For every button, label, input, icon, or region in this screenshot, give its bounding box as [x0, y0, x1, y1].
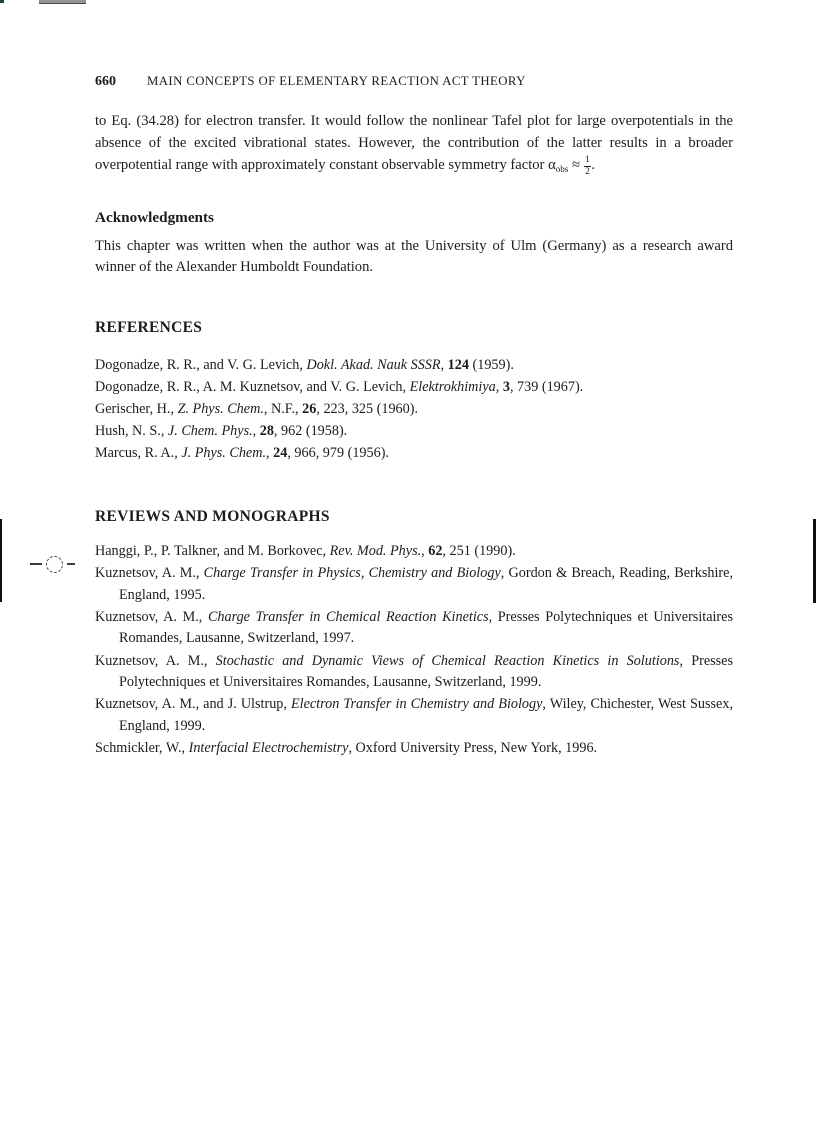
reviews-heading: REVIEWS AND MONOGRAPHS — [95, 508, 330, 526]
running-title: MAIN CONCEPTS OF ELEMENTARY REACTION ACT THEORY — [147, 74, 526, 88]
reference-entry: Gerischer, H., Z. Phys. Chem., N.F., 26, 223, 325 (1960). — [95, 401, 419, 418]
intro-paragraph: to Eq. (34.28) for electron transfer. It would follow the nonlinear Tafel plot for large overpotentials in the absence of the excited vibrational states. However, the contribution of the latter results in a broader overpotential range with approximately constant observable symmetry factor $\alpha_{obs}$ ≈ $\frac{1}{2}$ . — [95, 113, 733, 178]
running-header — [95, 74, 733, 90]
page-content — [95, 0, 733, 760]
reference-entry: Hush, N. S., J. Chem. Phys., 28, 962 (1958). — [95, 423, 348, 440]
reference-entry: Schmickler, W., Interfacial Electrochemistry, Oxford University Press, New York, 1996. — [95, 739, 598, 756]
reference-entry: Hanggi, P., P. Talkner, and M. Borkovec, Rev. Mod. Phys., 62, 251 (1990). — [95, 543, 516, 560]
reference-entry: Dogonadze, R. R., A. M. Kuznetsov, and V. G. Levich, Elektrokhimiya, 3, 739 (1967). — [95, 379, 584, 396]
reference-entry: Kuznetsov, A. M., Charge Transfer in Chemical Reaction Kinetics, Presses Polytechniques et Universitaires Romandes, Lausanne, Switzerland, 1997. — [95, 609, 733, 647]
page-number: 660 — [95, 74, 116, 89]
left-margin-rule — [0, 519, 2, 602]
top-crop-mark — [39, 0, 86, 4]
acknowledgments-heading: Acknowledgments — [95, 208, 214, 226]
registration-mark-icon — [30, 551, 86, 577]
reference-entry: Dogonadze, R. R., and V. G. Levich, Dokl. Akad. Nauk SSSR, 124 (1959). — [95, 357, 514, 374]
acknowledgments-paragraph: This chapter was written when the author was at the University of Ulm (Germany) as a research award winner of the Alexander Humboldt Foundation. — [95, 237, 733, 276]
reference-entry: Kuznetsov, A. M., Stochastic and Dynamic Views of Chemical Reaction Kinetics in Solutions, Presses Polytechniques et Universitaires Romandes, Lausanne, Switzerland, 1999. — [95, 652, 733, 690]
reference-entry: Marcus, R. A., J. Phys. Chem., 24, 966, 979 (1956). — [95, 445, 389, 462]
reviews-list — [95, 541, 733, 759]
reference-entry: Kuznetsov, A. M., Charge Transfer in Physics, Chemistry and Biology, Gordon & Breach, Reading, Berkshire, England, 1995. — [95, 565, 733, 603]
registration-dash — [67, 563, 75, 565]
references-list — [95, 354, 733, 464]
registration-circle — [46, 556, 63, 573]
corner-mark — [0, 0, 4, 3]
references-heading: REFERENCES — [95, 319, 203, 337]
registration-dash — [30, 563, 42, 565]
reference-entry: Kuznetsov, A. M., and J. Ulstrup, Electron Transfer in Chemistry and Biology, Wiley, Chichester, West Sussex, England, 1999. — [95, 696, 733, 734]
